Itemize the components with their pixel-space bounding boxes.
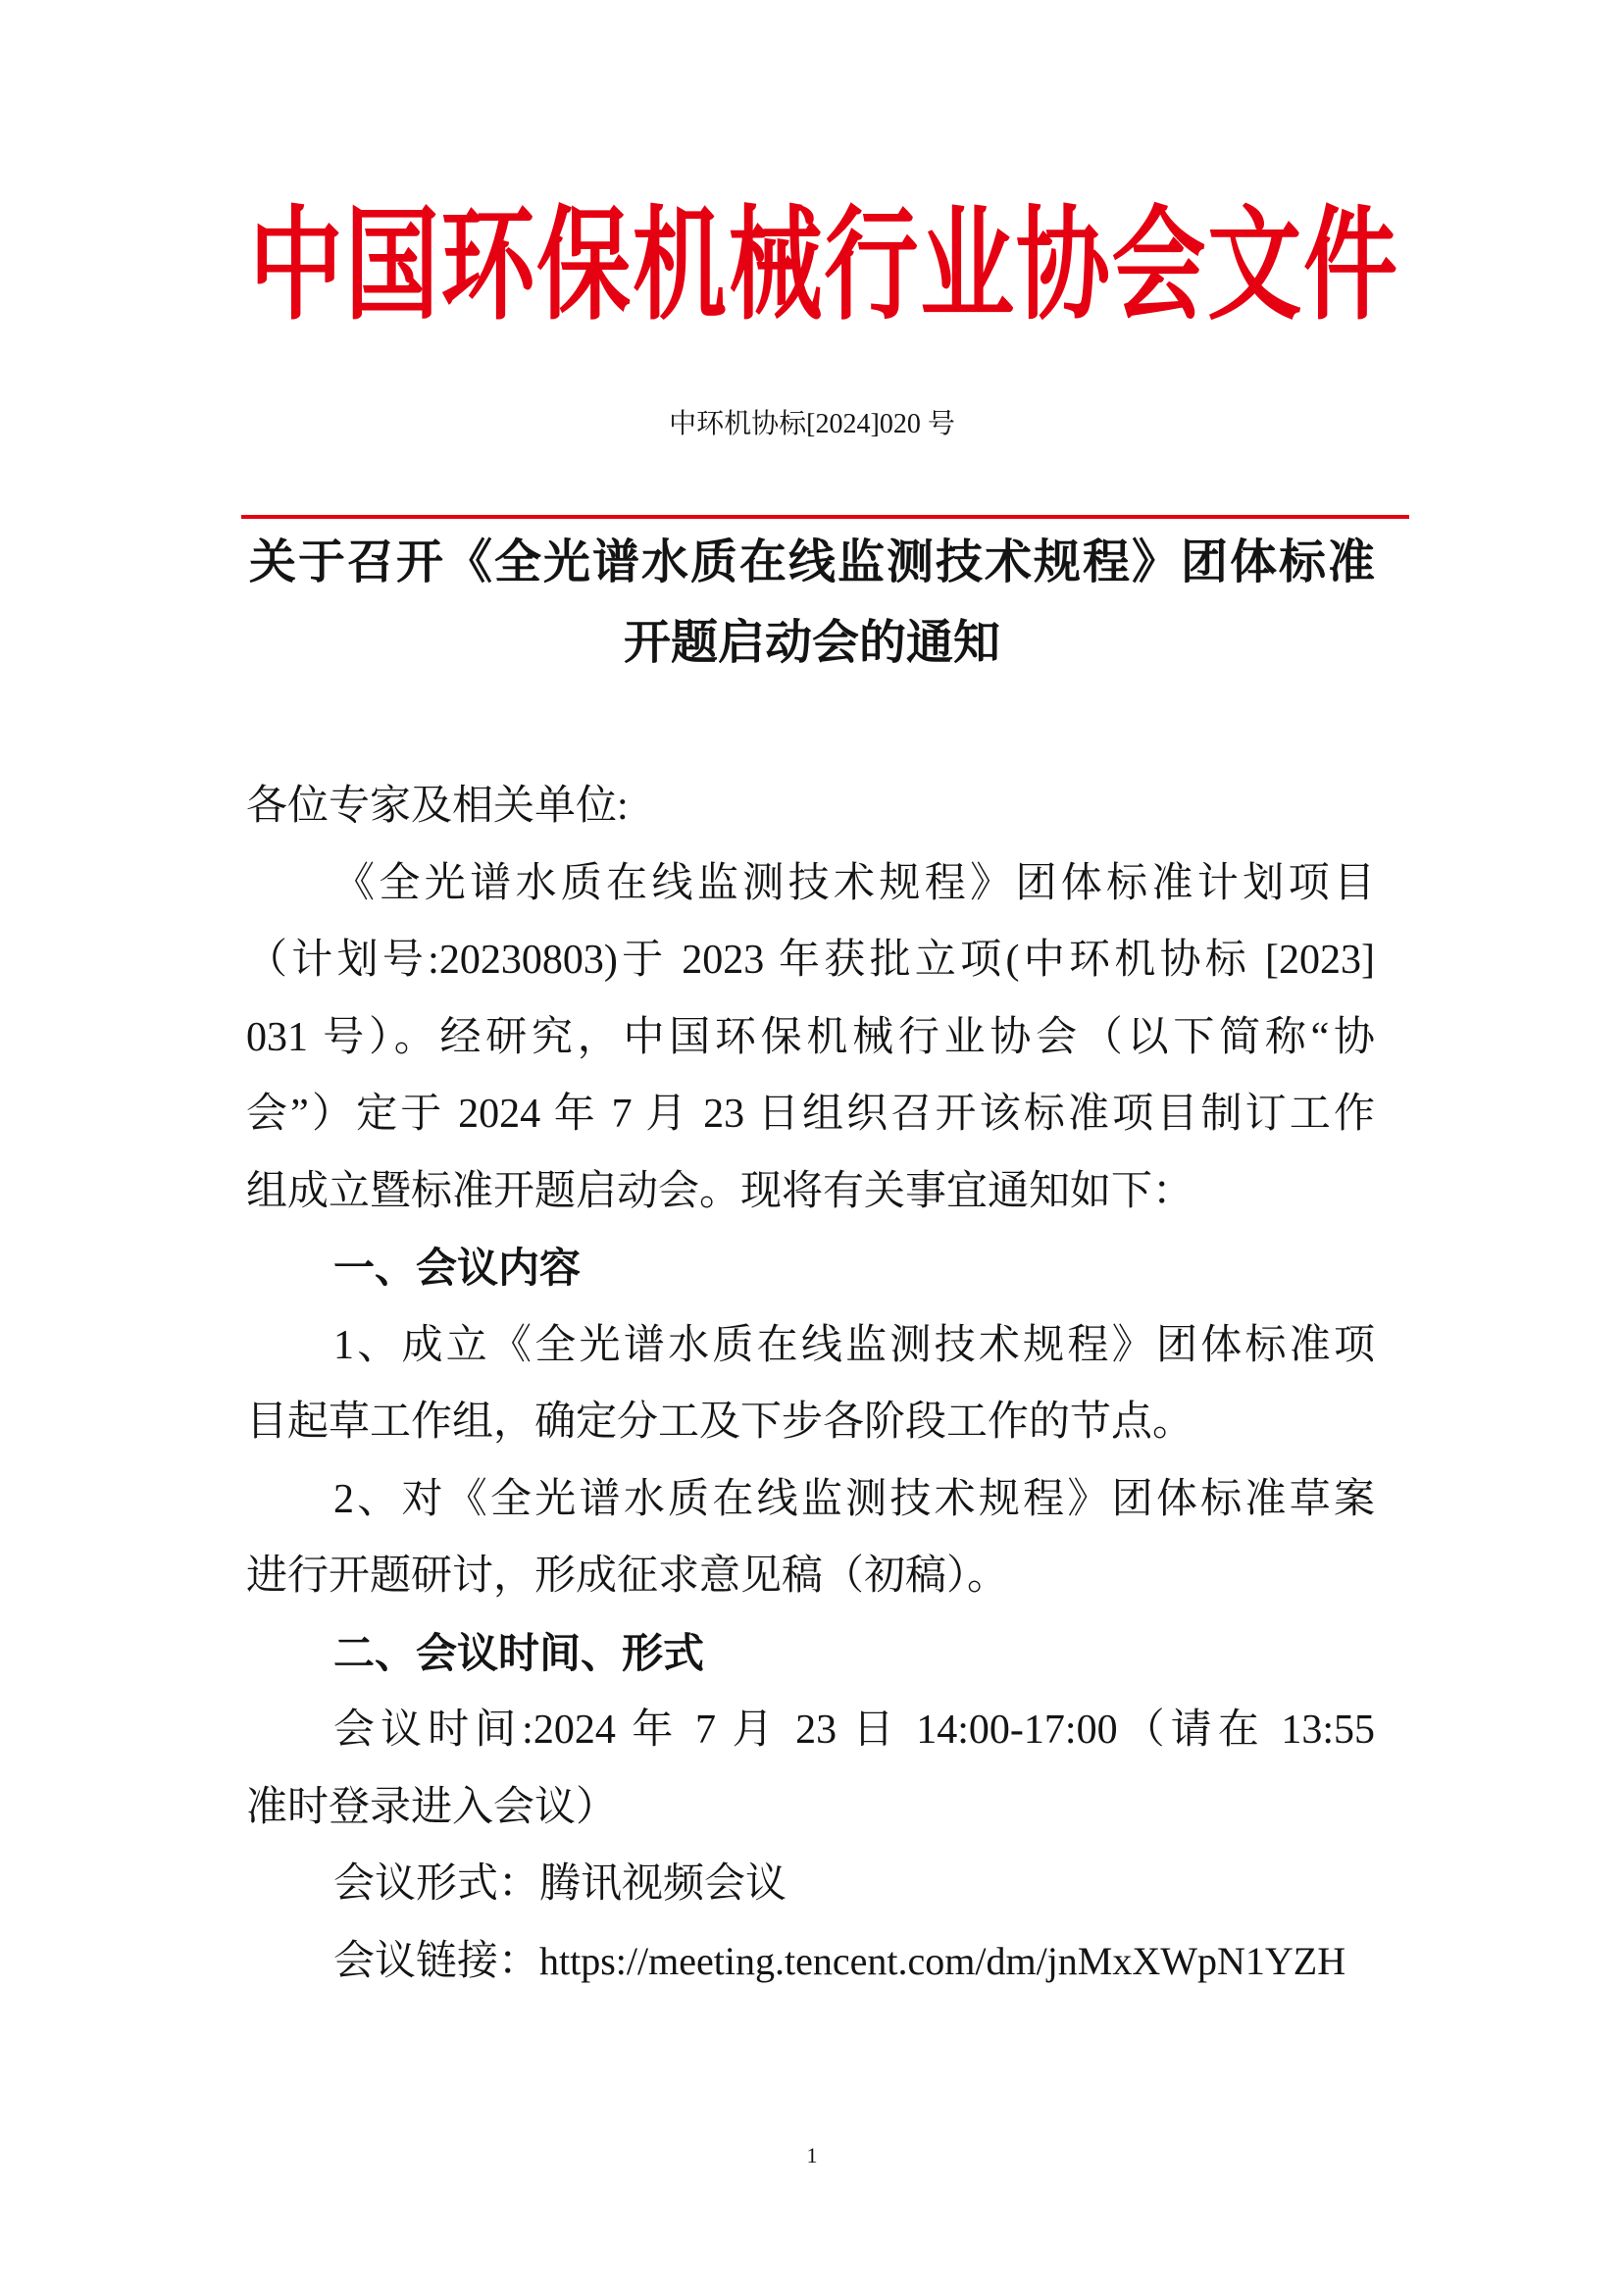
- document-number: 中环机协标[2024]020 号: [669, 409, 955, 439]
- notice-title-line-2: 开题启动会的通知: [623, 617, 1000, 669]
- meeting-link-row: [246, 1923, 1375, 2001]
- page-number: 1: [806, 2143, 818, 2167]
- meeting-time-line: 准时登录进入会议）: [246, 1784, 618, 1830]
- section-2-heading: 二、会议时间、形式: [333, 1629, 705, 1676]
- section-1-item-2-line: 2、对《全光谱水质在线监测技术规程》团体标准草案: [333, 1476, 1375, 1522]
- notice-body: [246, 768, 1375, 2000]
- meeting-link-url: https://meeting.tencent.com/dm/jnMxXWpN1YZH: [539, 1938, 1346, 1983]
- intro-paragraph-line: （计划号:20230803)于 2023 年获批立项(中环机协标 [2023]: [246, 938, 1375, 983]
- section-1-item-1-line: 目起草工作组，确定分工及下步各阶段工作的节点。: [246, 1400, 1194, 1445]
- section-1-item-1-line: 1、成立《全光谱水质在线监测技术规程》团体标准项: [333, 1322, 1375, 1368]
- section-1-item-2-line: 进行开题研讨，形成征求意见稿（初稿）。: [246, 1554, 1009, 1599]
- meeting-time-line: 会议时间:2024 年 7 月 23 日 14:00-17:00（请在 13:55: [333, 1708, 1375, 1753]
- meeting-format: 会议形式：腾讯视频会议: [333, 1861, 787, 1907]
- intro-paragraph-line: 会”）定于 2024 年 7 月 23 日组织召开该标准项目制订工作: [246, 1092, 1375, 1137]
- intro-paragraph-line: 《全光谱水质在线监测技术规程》团体标准计划项目: [333, 860, 1375, 906]
- intro-paragraph-line: 组成立暨标准开题启动会。现将有关事宜通知如下：: [246, 1168, 1194, 1214]
- salutation: 各位专家及相关单位:: [246, 784, 629, 829]
- header-red-divider: [241, 515, 1409, 519]
- section-1-heading: 一、会议内容: [333, 1245, 582, 1291]
- document-header-title: 中国环保机械行业协会文件: [249, 197, 1397, 334]
- meeting-link-label: 会议链接：: [333, 1938, 540, 1984]
- intro-paragraph-line: 031 号）。经研究，中国环保机械行业协会（以下简称“协: [246, 1014, 1375, 1060]
- notice-title-line-1: 关于召开《全光谱水质在线监测技术规程》团体标准: [249, 536, 1375, 588]
